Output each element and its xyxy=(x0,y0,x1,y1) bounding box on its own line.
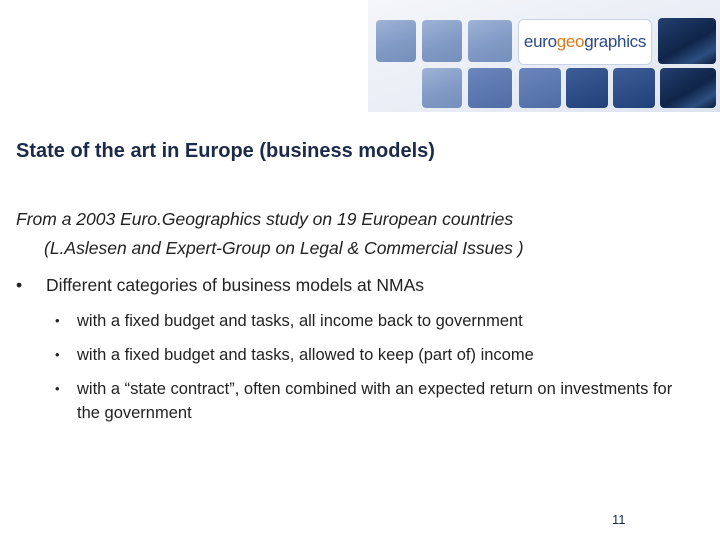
banner-tile xyxy=(658,18,716,64)
logo-text-graphics: graphics xyxy=(584,32,647,51)
bullet-icon: • xyxy=(16,275,23,295)
bullet-icon: • xyxy=(55,347,60,362)
bullet-icon: • xyxy=(55,381,60,396)
sub-bullet-text: with a fixed budget and tasks, all income back to government xyxy=(77,312,523,330)
main-bullet xyxy=(16,273,706,297)
sub-bullet-list xyxy=(55,309,695,435)
banner-tile xyxy=(468,68,512,108)
banner-tile xyxy=(422,20,462,62)
banner-tile xyxy=(376,20,416,62)
banner-tile xyxy=(468,20,512,62)
banner-tile xyxy=(613,68,655,108)
sub-bullet-text: with a fixed budget and tasks, allowed to keep (part of) income xyxy=(77,346,534,364)
banner-tile xyxy=(660,68,716,108)
logo-text-euro: euro xyxy=(523,32,557,51)
sub-bullet xyxy=(55,377,695,425)
intro-text xyxy=(16,205,696,263)
bullet-icon: • xyxy=(55,313,60,328)
sub-bullet-text: with a “state contract”, often combined with an expected return on investments for the government xyxy=(77,380,673,422)
main-bullet-text: Different categories of business models at NMAs xyxy=(46,275,425,295)
eurogeographics-logo xyxy=(519,20,651,64)
banner-tile xyxy=(422,68,462,108)
sub-bullet xyxy=(55,309,695,333)
banner-tile xyxy=(519,68,561,108)
sub-bullet xyxy=(55,343,695,367)
page-number: 11 xyxy=(612,512,626,527)
intro-line-1: From a 2003 Euro.Geographics study on 19 European countries xyxy=(16,209,514,229)
banner-tile xyxy=(566,68,608,108)
logo-text-geo: geo xyxy=(556,32,585,51)
intro-line-2: (L.Aslesen and Expert-Group on Legal & Commercial Issues ) xyxy=(44,238,524,258)
slide-title: State of the art in Europe (business models) xyxy=(16,140,435,162)
